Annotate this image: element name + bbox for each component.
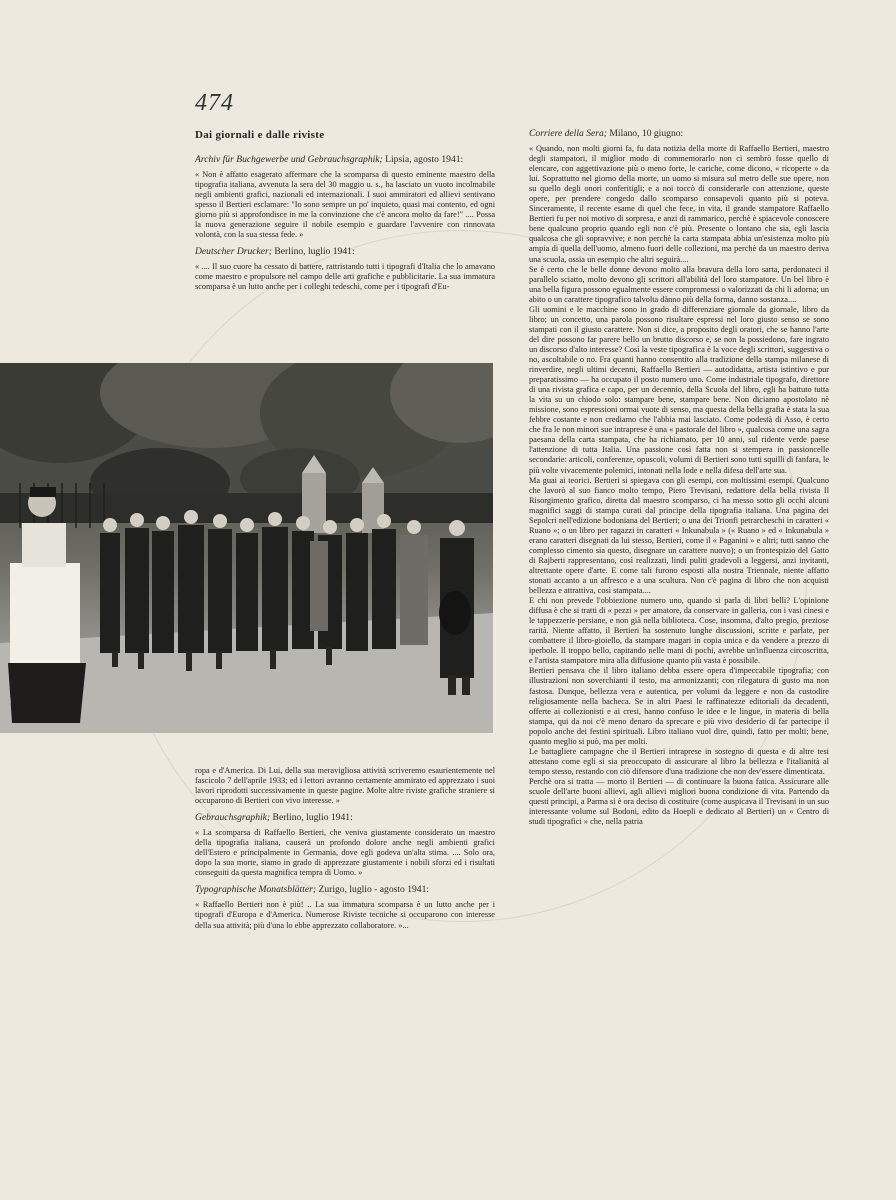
article-paragraph: Se è certo che le belle donne devono molto alla bravura della loro sarta, perdonateci il parallelo sciatto, molto devono gli scrittori all'abilità del loro stampatore. Un bel libro è una bella figura possono egualmente essere compromessi o valorizzati da chi li adorna; un abito o un carattere tipografico talvolta dànno più della forma, danno sostanza.... — [529, 264, 829, 304]
article-paragraph: E chi non prevede l'obbiezione numero uno, quando si parla di libri belli? L'opinione diffusa è che si tratti di « pezzi » per amatore, da conservare in galleria, con i vasi cinesi e le tappezzerie persiane, e non già nella biblioteca. Cose, insomma, d'alto pregio, preziose rarità. Niente affatto, il Bertieri ha sostenuto lunghe discussioni, scritte e parlate, per combattere il libro-gioiello, da stampare magari in copia unica e da vendere a prezzo di iperbole. Il troppo bello, capitando nelle mani di pochi, avrebbe un'influenza circoscritta, e l'artista stampatore mira alla diffusione quanto più vasta è possibile. — [529, 596, 829, 666]
article-paragraph: Perchè ora si tratta — morto il Bertieri — di continuare la buona fatica. Assicurare alle scuole dell'arte buoni allievi, agli allievi migliori buona condizione di vita. Partendo da questi principi, a Parma si è ora deciso di costituire (come auspicava il Trevisani in un suo interessante volume sul Bodoni, edito da Hoepli e dedicato al Bertieri) un « Centro di studi tipografici » che, nella patria — [529, 776, 829, 827]
source-place-date: Milano, 10 giugno: — [606, 128, 684, 139]
quote-block — [195, 154, 495, 240]
section-title: Dai giornali e dalle riviste — [195, 129, 325, 141]
article-paragraph: Bertieri pensava che il libro italiano debba essere opera d'impeccabile tipografia; con illustrazioni non soverchianti il testo, ma armonizzanti; con rilegatura di gusto ma non fastosa. Dunque, bellezza vera e autentica, per volumi da leggere e non da custodire religiosamente nella bacheca. Se in altri Paesi le raffinatezze editoriali da decadenti, offerte ai collezionisti e ai cresi, hanno confuso le idee e le lingue, in materia di bella stampa, qui da noi c'è meno denaro da sprecare e più vivo desiderio di far partecipe il popolo anche dei festini spirituali. Libro italiano vuol dire, quindi, fatto per molti; bene, quanto meglio si può, ma per molti. — [529, 666, 829, 746]
quote-text: « Raffaello Bertieri non è più! .. La sua immatura scomparsa è un lutto anche per i tipografi d'Europa e d'America. Numerose Riviste tecniche si occuparono con interesse della sua attività; più d'una lo ebbe apprezzato collaboratore. »... — [195, 900, 495, 930]
source-name: Gebrauchsgraphik; — [195, 812, 271, 824]
quote-source — [529, 128, 829, 140]
quote-source — [195, 154, 495, 166]
quote-block — [195, 246, 495, 292]
article-paragraph: Gli uomini e le macchine sono in grado di differenziare giornale da giornale, libro da libro; un concetto, una parola possono risultare espressi nel loro giusto senso se sono stampati con il giusto carattere. Non si dice, a proposito degli oratori, che se hanno l'arte del dire possono far parere bello un brutto discorso e, se non la possiedono, fare ingrato un discorso d'alto interesse? Così la veste tipografica è la voce degli scrittori, suggestiva o no, ascoltabile o no. Fra quanti hanno consentito alla tradizione della stampa milanese di rinverdire, negli ultimi decenni, Raffaello Bertieri — autodidatta, artista istintivo e pur preparatissimo — ha occupato il posto numero uno. Come industriale tipografo, direttore di una rivista grafica e capo, per un decennio, della Scuola del libro, egli ha battuto tutta la vita su un chiodo solo: stampare bene, stampare bene. Non diciamo apostolato nè missione, sono espressioni ormai vuote di senso, ma questa della bella grafia è stata la sua febbre costante e non crediamo che l'abbia mai lasciato. Come podestà di Asso, è certo che fra le non minori sue intraprese è una « pastorale del libro », qualcosa come una sagra paesana della carta stampata, che ha richiamato, per 10 anni, sul ridente verde paese l'attenzione di tutta Italia. Una passione così fatta non si stempera in passioncelle secondarie: articoli, conferenze, opuscoli, volumi di Bertieri sono tutti squilli di fanfara, le più volte vivacemente polemici, intonati nella lode e nella difesa dell'arte sua. — [529, 304, 829, 475]
quote-text: ropa e d'America. Di Lui, della sua meravigliosa attività scriveremo esaurientemente nel fascicolo 7 dell'aprile 1933; ed i lettori avranno certamente ammirato ed apprezzato i suoi lavori riprodotti successivamente in queste pagine. Molte altre riviste grafiche straniere si occuparono di Bertieri con vivo interesse. » — [195, 766, 495, 806]
quote-text: « La scomparsa di Raffaello Bertieri, che veniva giustamente considerato un maestro della tipografia italiana, causerà un profondo dolore anche negli ambienti grafici dell'Estero e principalmente in Germania, dove egli godeva un'alta stima. .... Solo ora, dopo la sua morte, siamo in grado di apprezzare giustamente i nobili sforzi ed i risultati conseguiti da questa magnifica tempra di Uomo. » — [195, 828, 495, 878]
left-column-top — [195, 128, 495, 298]
quote-source — [195, 812, 495, 824]
left-column-bottom — [195, 766, 495, 937]
source-name: Corriere della Sera; — [529, 128, 607, 139]
source-place-date: Berlino, luglio 1941: — [272, 246, 355, 258]
article-paragraph: Ma guai ai teorici. Bertieri si spiegava con gli esempi, con moltissimi esempi. Qualcuno che lavorò al suo fianco molto tempo, Piero Trevisani, redattore della bella rivista Il Risorgimento grafico, diretta dal maestro scomparso, ci ha messo sotto gli occhi alcuni magnifici saggi di stampa curati dal principe della tipografia italiana. Una pagina dei Sepolcri nell'edizione bodoniana del Bertieri; o una dei Trionfi petrarcheschi in caratteri « Ruano »; o un libro per ragazzi in caratteri « Inkunabula » (« Ruano » ed « Inkunabula » erano caratteri disegnati da lui stesso, Bertieri, come il « Paganini » e altri; tutti sanno che complesso cimento sia questo, disegnare un carattere nuovo); o un frontespizio del Gatto di Rajberti rappresentano, così realizzati, lindi puliti gradevoli a leggersi, anzi invitanti, altrettante opere d'arte. E come tali furono esposti alla nostra Triennale, niente affatto stonati accanto a un affresco e a una scultura. Non c'è pagina di libro che non acquisti bellezza e attrattiva, così stampata.... — [529, 475, 829, 596]
source-place-date: Berlino, luglio 1941: — [270, 812, 353, 824]
quote-block — [195, 766, 495, 806]
article-paragraph: Le battagliere campagne che il Bertieri intraprese in sostegno di questa e di altre tesi attestano come egli si sia preoccupato di assicurare al libro la bellezza e l'italianità al tempo stesso, restando con ciò difensore d'una tradizione che non dev'essere dimenticata. — [529, 746, 829, 776]
source-name: Deutscher Drucker; — [195, 246, 272, 258]
quote-source — [195, 884, 495, 896]
article-paragraph: « Quando, non molti giorni fa, fu data notizia della morte di Raffaello Bertieri, maestro degli stampatori, il miglior modo di commemorarlo non ci sembrò fosse quello di elencare, con aggettivazione più o meno forte, le cariche, come dicono, « ricoperte » da lui. Soprattutto nel giorno della morte, un uomo si misura sul metro delle sue opere, non su quello degli onori conferitigli; e a noi toccò di considerarle con attenzione, queste opere, per prendere congedo dallo scomparso consapevoli quanto più si poteva. Sinceramente, il recente esame di quel che fece, in vita, il grande stampatore Raffaello Bertieri fu per noi motivo di sorpresa, e anzi di rammarico, perchè è spiacevole conoscere bene qualcuno proprio quando egli non c'è più. Presente o lontano che sia, egli lascia qualcosa che gli sopravvive; e non perchè la carta stampata abbia un'esistenza molto più ampia di quella dell'uomo, almeno fuori delle collezioni, ma perchè da un maestro deriva una scuola, ossia un esempio che altri seguirà.... — [529, 144, 829, 264]
quote-text: « Non è affatto esagerato affermare che la scomparsa di questo eminente maestro della tipografia italiana, avvenuta la sera del 30 maggio u. s., ha lasciato un vuoto incolmabile negli ambienti grafici, nazionali ed internazionali. I suoi ammiratori ed allievi sentivano spesso il Bertieri esclamare: "Io sono sempre un po' inquieto, quasi mai contento, ed ogni giorno più si approfondisce in me la convinzione che c'è ancora molto da fare!" .... Possa la nuova generazione seguire il nobile esempio e guardare l'avvenire con rinnovata volontà, con la sua stessa fede. » — [195, 170, 495, 240]
quote-text: « .... Il suo cuore ha cessato di battere, rattristando tutti i tipografi d'Italia che lo amavano come maestro e propulsore nel campo delle arti grafiche e pubblicitarie. La sua immatura scomparsa è un lutto anche per i colleghi tedeschi, come per i tipografi d'Eu- — [195, 262, 495, 292]
source-name: Typographische Monatsblätter; — [195, 884, 317, 896]
page-number: 474 — [195, 90, 234, 116]
source-place-date: Lipsia, agosto 1941: — [382, 154, 464, 165]
source-name: Archiv für Buchgewerbe und Gebrauchsgraphik; — [195, 154, 383, 165]
quote-block — [195, 812, 495, 878]
quote-block — [195, 884, 495, 930]
funeral-procession-photo — [0, 363, 493, 733]
quote-source — [195, 246, 495, 258]
source-place-date: Zurigo, luglio - agosto 1941: — [316, 884, 430, 896]
right-column — [529, 128, 829, 827]
